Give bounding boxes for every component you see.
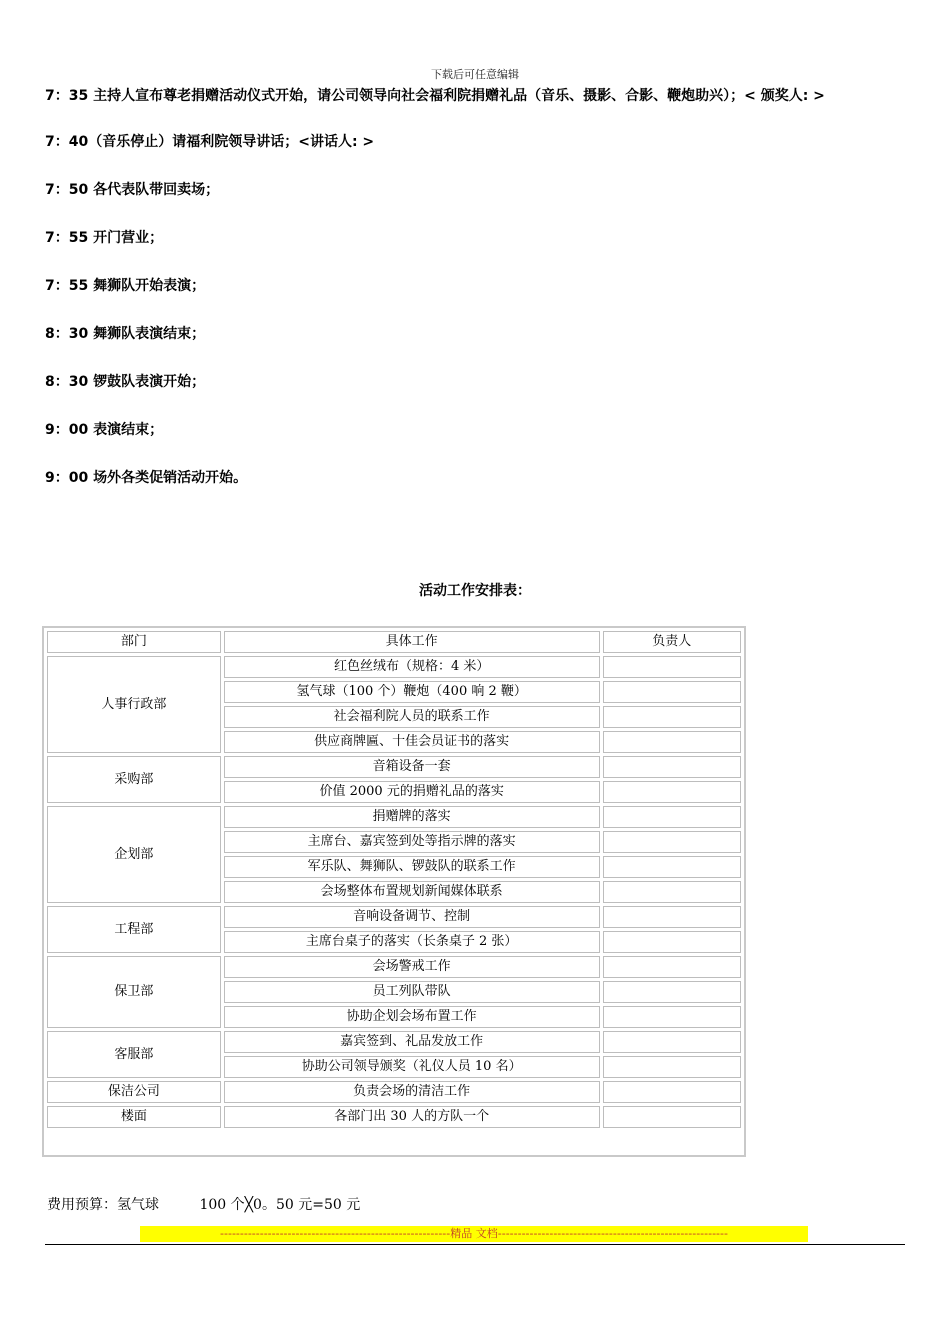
table-title: 活动工作安排表： bbox=[419, 583, 531, 599]
schedule-item: 9：00 场外各类促销活动开始。 bbox=[45, 470, 248, 486]
header-note: 下载后可任意编辑 bbox=[431, 68, 519, 81]
owner-cell bbox=[603, 806, 741, 828]
task-cell: 音箱设备一套 bbox=[224, 756, 600, 778]
owner-cell bbox=[603, 981, 741, 1003]
work-arrangement-table bbox=[42, 626, 746, 1157]
schedule-item: 7：55 舞狮队开始表演； bbox=[45, 278, 206, 294]
dept-cell: 保卫部 bbox=[47, 956, 221, 1028]
schedule-item: 7：50 各代表队带回卖场； bbox=[45, 182, 220, 198]
owner-cell bbox=[603, 656, 741, 678]
owner-cell bbox=[603, 931, 741, 953]
owner-cell bbox=[603, 731, 741, 753]
table-row bbox=[47, 806, 741, 828]
schedule-item: 7：35 主持人宣布尊老捐赠活动仪式开始，请公司领导向社会福利院捐赠礼品（音乐、摄影、合影、鞭炮助兴）；< 颁奖人: > bbox=[45, 88, 825, 104]
owner-cell bbox=[603, 706, 741, 728]
owner-cell bbox=[603, 1081, 741, 1103]
task-cell: 负责会场的清洁工作 bbox=[224, 1081, 600, 1103]
task-cell: 协助企划会场布置工作 bbox=[224, 1006, 600, 1028]
footer-dashes-left: ---------------------------------------------------------- bbox=[220, 1227, 451, 1240]
footer-dashes-right: ---------------------------------------------------------- bbox=[497, 1227, 728, 1240]
budget-formula: 100 个╳0。50 元=50 元 bbox=[199, 1197, 361, 1213]
table-row bbox=[47, 1081, 741, 1103]
task-cell: 捐赠牌的落实 bbox=[224, 806, 600, 828]
table-row bbox=[47, 956, 741, 978]
task-cell: 氢气球（100 个）鞭炮（400 响 2 鞭） bbox=[224, 681, 600, 703]
dept-cell: 人事行政部 bbox=[47, 656, 221, 753]
task-cell: 主席台桌子的落实（长条桌子 2 张） bbox=[224, 931, 600, 953]
task-cell: 价值 2000 元的捐赠礼品的落实 bbox=[224, 781, 600, 803]
owner-cell bbox=[603, 831, 741, 853]
table-row bbox=[47, 756, 741, 778]
dept-cell: 楼面 bbox=[47, 1106, 221, 1128]
owner-cell bbox=[603, 906, 741, 928]
owner-cell bbox=[603, 781, 741, 803]
owner-cell bbox=[603, 1031, 741, 1053]
owner-cell bbox=[603, 856, 741, 878]
task-cell: 员工列队带队 bbox=[224, 981, 600, 1003]
task-cell: 协助公司领导颁奖（礼仪人员 10 名） bbox=[224, 1056, 600, 1078]
footer-text: 精品 文档 bbox=[450, 1227, 498, 1240]
task-cell: 会场整体布置规划新闻媒体联系 bbox=[224, 881, 600, 903]
task-cell: 各部门出 30 人的方队一个 bbox=[224, 1106, 600, 1128]
schedule-item: 8：30 舞狮队表演结束； bbox=[45, 326, 206, 342]
table-row bbox=[47, 1031, 741, 1053]
task-cell: 供应商牌匾、十佳会员证书的落实 bbox=[224, 731, 600, 753]
footer-divider bbox=[45, 1244, 905, 1245]
task-cell: 嘉宾签到、礼品发放工作 bbox=[224, 1031, 600, 1053]
task-cell: 会场警戒工作 bbox=[224, 956, 600, 978]
owner-cell bbox=[603, 681, 741, 703]
dept-cell: 采购部 bbox=[47, 756, 221, 803]
footer-banner bbox=[140, 1226, 808, 1242]
owner-cell bbox=[603, 1006, 741, 1028]
budget-label: 费用预算：氢气球 bbox=[47, 1197, 159, 1213]
owner-cell bbox=[603, 1106, 741, 1128]
table-row bbox=[47, 656, 741, 678]
dept-cell: 客服部 bbox=[47, 1031, 221, 1078]
owner-cell bbox=[603, 756, 741, 778]
owner-cell bbox=[603, 1056, 741, 1078]
header-owner: 负责人 bbox=[603, 631, 741, 653]
table-row bbox=[47, 906, 741, 928]
budget-line bbox=[47, 1194, 396, 1214]
header-dept: 部门 bbox=[47, 631, 221, 653]
schedule-item: 9：00 表演结束； bbox=[45, 422, 164, 438]
dept-cell: 保洁公司 bbox=[47, 1081, 221, 1103]
task-cell: 红色丝绒布（规格：4 米） bbox=[224, 656, 600, 678]
table-header-row bbox=[47, 631, 741, 653]
task-cell: 社会福利院人员的联系工作 bbox=[224, 706, 600, 728]
schedule-item: 7：55 开门营业； bbox=[45, 230, 164, 246]
owner-cell bbox=[603, 881, 741, 903]
dept-cell: 企划部 bbox=[47, 806, 221, 903]
header-task: 具体工作 bbox=[224, 631, 600, 653]
schedule-list bbox=[45, 84, 905, 514]
table-row bbox=[47, 1106, 741, 1128]
dept-cell: 工程部 bbox=[47, 906, 221, 953]
owner-cell bbox=[603, 956, 741, 978]
task-cell: 音响设备调节、控制 bbox=[224, 906, 600, 928]
task-cell: 主席台、嘉宾签到处等指示牌的落实 bbox=[224, 831, 600, 853]
schedule-item: 7：40（音乐停止）请福利院领导讲话；<讲话人: > bbox=[45, 134, 375, 150]
schedule-item: 8：30 锣鼓队表演开始； bbox=[45, 374, 206, 390]
task-cell: 军乐队、舞狮队、锣鼓队的联系工作 bbox=[224, 856, 600, 878]
